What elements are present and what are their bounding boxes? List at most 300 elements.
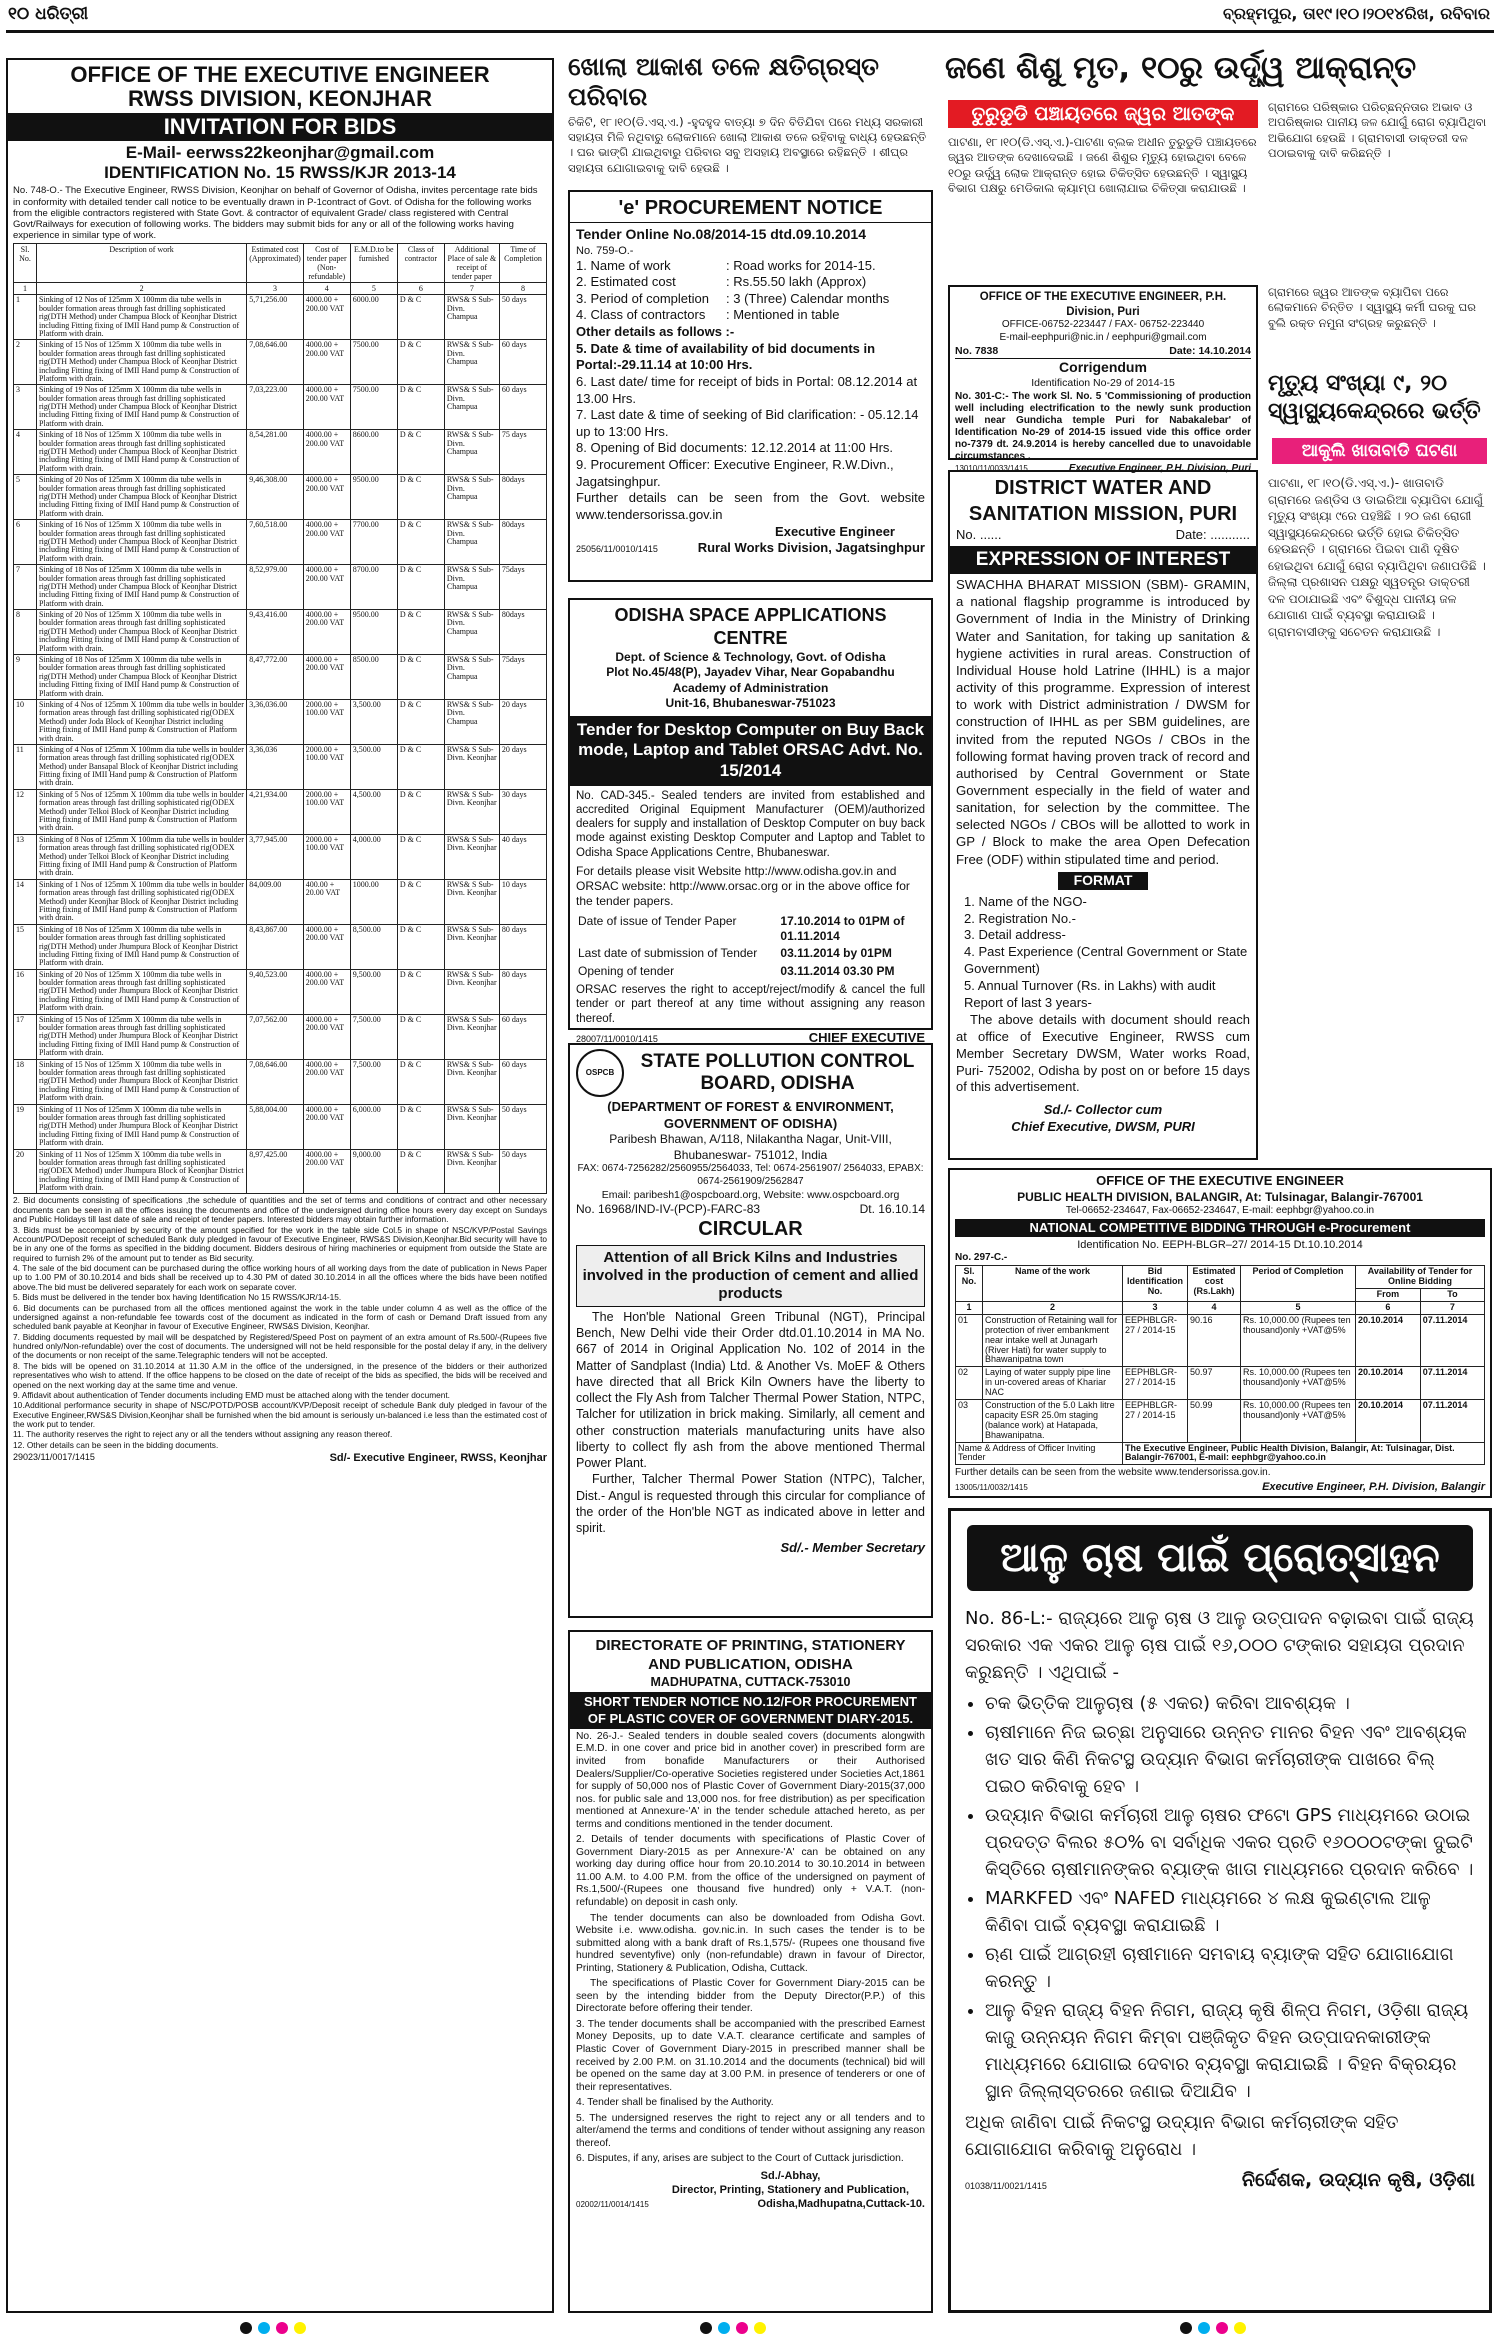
cell-time: 80 days <box>499 924 546 969</box>
table-row <box>14 565 547 610</box>
cell-cls: D & C <box>397 475 444 520</box>
spcb-addr: Paribesh Bhawan, A/118, Nilakantha Nagar, Unit-VIII, Bhubaneswar- 751012, India <box>609 1132 892 1162</box>
table-row <box>14 475 547 520</box>
eproc-item-value: : Mentioned in table <box>726 307 840 323</box>
col-desc: Description of work <box>37 244 247 283</box>
cell-est: 84,009.00 <box>247 879 304 924</box>
cell-place: RWS& S Sub-Divn. Keonjhar <box>444 1059 499 1104</box>
cell-est: 7,08,646.00 <box>247 340 304 385</box>
cell-cost: 4000.00 + 200.00 VAT <box>303 430 350 475</box>
osac-visit: For details please visit Website http://www.odisha.gov.in and ORSAC website: http://www.orsac.org or in the above office for the tender papers. <box>576 863 910 908</box>
reg-mark-magenta <box>1216 2322 1228 2334</box>
bl-col-period: Period of Completion <box>1241 1266 1356 1302</box>
cell-cost: 4000.00 + 200.00 VAT <box>303 340 350 385</box>
cell-est: 5,71,256.00 <box>247 295 304 340</box>
cell-desc: Sinking of 8 Nos of 125mm X 100mm dia tube wells in boulder formation areas through fast drilling sophisticated rig(ODEX Method) under Telkoi Block of Keonjhar District including Fitting fixing of IMII Hand pump & Construction of Platform with drain. <box>37 834 247 879</box>
balangir-footer <box>955 1480 1485 1494</box>
cell-cls: D & C <box>397 1014 444 1059</box>
odia-main-headline: ଜଣେ ଶିଶୁ ମୃତ, ୧୦ରୁ ଉର୍ଦ୍ଧ୍ୱ ଆକ୍ରାନ୍ତ <box>945 50 1417 86</box>
keonjhar-code: 29023/11/0017/1415 <box>13 1452 95 1463</box>
spcb-fax: FAX: 0674-7256282/2560955/2564033, Tel: 0674-2561907/ 2564033, EPABX: 0674-2561909/2562847 <box>577 1162 924 1187</box>
printing-n6: 6. Disputes, if any, arises are subject to the Court of Cuttack jurisdiction. <box>576 2153 904 2165</box>
note-item: 6. Bid documents can be purchased from all the offices mentioned against the work in the table under column 4 as well as the office of the undersigned against a non-refundable fee towards cost of the document as indicated in the form of cash or Demand Draft issued from any scheduled bank payable at Keonjhar in favour of Executive Engineer, RWS&S Division, Keonjhar. <box>13 1302 547 1332</box>
printing-n5: 5. The undersigned reserves the right to reject any or all tenders and to alter/amend the terms and conditions of tender without assigning any reason thereof. <box>576 2112 925 2149</box>
cell-desc: Sinking of 16 Nos of 125mm X 100mm dia tube wells in boulder formation areas through fast drilling sophisticated rig(DTH Method) under Champua Block of Keonjhar District including Fitting fixing of IMII Hand pump & Construction of Platform with drain. <box>37 520 247 565</box>
colnum: 6 <box>397 283 444 295</box>
cell-time: 10 days <box>499 879 546 924</box>
table-row <box>956 1314 1485 1366</box>
cell-cost: 4000.00 + 200.00 VAT <box>303 520 350 565</box>
keonjhar-identification: IDENTIFICATION No. 15 RWSS/KJR 2013-14 <box>104 163 456 183</box>
cell-desc: Sinking of 18 Nos of 125mm X 100mm dia tube wells in boulder formation areas through fast drilling sophisticated rig(DTH Method) under Champua Block of Keonjhar District including Fitting fixing of IMII Hand pump & Construction of Platform with drain. <box>37 655 247 700</box>
osac-l4: Unit-16, Bhubaneswar-751023 <box>665 696 836 711</box>
cell-time: 60 days <box>499 1059 546 1104</box>
osac-body-wrap <box>570 786 931 1050</box>
cell-place: RWS& S Sub-Divn. Keonjhar <box>444 1149 499 1194</box>
balangir-table-body <box>956 1314 1485 1442</box>
printing-footer <box>576 2197 925 2211</box>
cell-cls: D & C <box>397 879 444 924</box>
odia-news-flood-body: ଚିକିଟି, ୧୮।୧୦(ଡି.ଏସ୍.ଏ.) -ହୁଦହୁଦ ବାତ୍ୟା ୭ ଦିନ ବିତିଯିବା ପରେ ମଧ୍ୟ ସରକାରୀ ସହାୟତା ମିଳି ନଥିବାରୁ ଲୋକମାନେ ଖୋଲା ଆକାଶ ତଳେ ରହିବାକୁ ବାଧ୍ୟ ହେଉଛନ୍ତି । ଘର ଭାଙ୍ଗି ଯାଇଥିବାରୁ ପରିବାର ସବୁ ଅସହାୟ ଅବସ୍ଥାରେ ରହିଛନ୍ତି । ଶୀଘ୍ର ସହାୟତା ଯୋଗାଇବାକୁ ଦାବି ହେଉଛି । <box>568 115 927 175</box>
eproc-detail: 8. Opening of Bid documents: 12.12.2014 at 11:00 Hrs. <box>576 440 894 456</box>
keonjhar-works-table <box>13 243 547 1194</box>
phpuri-t2: OFFICE-06752-223447 / FAX- 06752-223440 <box>1001 319 1205 331</box>
eproc-item-value: : Rs.55.50 lakh (Approx) <box>726 274 867 290</box>
eproc-item-label: 2. Estimated cost <box>576 274 676 290</box>
cell-place: RWS& S Sub-Divn. Keonjhar <box>444 1104 499 1149</box>
keonjhar-intro: No. 748-O.- The Executive Engineer, RWSS Division, Keonjhar on behalf of Governor of Odisha, invites percentage rate bids in conformity with detailed tender call notice to be eventually drawn in P-1contract of Govt. of Odisha for the following works from the eligible contractors registered with State Govt. & contractor of equivalent Grade/ class registered with Central Govt/Railways for execution of following works. The bidders may submit bids for any or all of the following works having experience in similar type of work. <box>13 185 538 242</box>
cell-cls: D & C <box>397 340 444 385</box>
cell-emd: 8500.00 <box>350 655 397 700</box>
phpuri-code: 13010/11/0033/1415 <box>955 463 1028 473</box>
cell-emd: 4,500.00 <box>350 789 397 834</box>
printing-bar: SHORT TENDER NOTICE NO.12/FOR PROCUREMENT OF PLASTIC COVER OF GOVERNMENT DIARY-2015. <box>570 1692 931 1729</box>
cell-name: Laying of water supply pipe line in un-covered areas of Khariar NAC <box>983 1367 1123 1400</box>
cell-est: 7,60,518.00 <box>247 520 304 565</box>
cell-time: 80days <box>499 475 546 520</box>
cell-cls: D & C <box>397 969 444 1014</box>
table-row <box>14 295 547 340</box>
cell-est: 3,77,945.00 <box>247 834 304 879</box>
cell-cost: 2000.00 + 100.00 VAT <box>303 744 350 789</box>
table-row <box>14 1104 547 1149</box>
cell-emd: 3,500.00 <box>350 744 397 789</box>
cell-place: RWS& S Sub-Divn. Champua <box>444 610 499 655</box>
cell-desc: Sinking of 20 Nos of 125mm X 100mm dia tube wells in boulder formation areas through fast drilling sophisticated rig(DTH Method) under Champua Block of Keonjhar District including Fitting fixing of IMII Hand pump & Construction of Platform with drain. <box>37 475 247 520</box>
reg-mark-cyan <box>1198 2322 1210 2334</box>
cell-est: 3,36,036 <box>247 744 304 789</box>
col-emd: E.M.D.to be furnished <box>350 244 397 283</box>
cell-bid: EEPHBLGR-27 / 2014-15 <box>1123 1314 1188 1366</box>
cell-time: 80days <box>499 610 546 655</box>
col-time: Time of Completion <box>499 244 546 283</box>
colnum: 3 <box>247 283 304 295</box>
cell-cls: D & C <box>397 385 444 430</box>
cell-desc: Sinking of 12 Nos of 125mm X 100mm dia tube wells in boulder formation areas through fast drilling sophisticated rig(DTH Method) under Champua Block of Keonjhar District including Fitting fixing of IMII Hand pump & Construction of Platform with drain. <box>37 295 247 340</box>
cell-cost: 4000.00 + 200.00 VAT <box>303 1104 350 1149</box>
osac-d3-value: 03.11.2014 03.30 PM <box>780 963 895 978</box>
spcb-logo <box>576 1049 624 1097</box>
table-row <box>14 789 547 834</box>
cell-to: 07.11.2014 <box>1420 1314 1484 1366</box>
dwsm-format-item: 2. Registration No.- <box>964 910 1076 926</box>
balangir-t3: Tel-06652-234647, Fax-06652-234647, E-mail: eephbgr@yahoo.co.in <box>1065 1204 1375 1216</box>
cell-emd: 8,500.00 <box>350 924 397 969</box>
col-class: Class of contractor <box>397 244 444 283</box>
cell-sl: 3 <box>14 385 37 430</box>
cell-sl: 1 <box>14 295 37 340</box>
cell-name: Construction of Retaining wall for protection of river embankment near intake well at Junagarh (River Hati) for water supply to Bhawanipatna town <box>983 1314 1123 1366</box>
cell-time: 80days <box>499 520 546 565</box>
keonjhar-footer <box>13 1452 547 1464</box>
balangir-works-table <box>955 1265 1485 1465</box>
spcb-title: STATE POLLUTION CONTROL BOARD, ODISHA <box>640 1051 915 1094</box>
osac-sign: CHIEF EXECUTIVE <box>808 1029 925 1045</box>
balangir-bid-notice <box>948 1168 1492 1498</box>
cell-cost: 2000.00 + 100.00 VAT <box>303 699 350 744</box>
cell-place: RWS& S Sub-Divn. Champua <box>444 520 499 565</box>
cell-sl: 17 <box>14 1014 37 1059</box>
printing-p3: The tender documents can also be downloaded from Odisha Govt. Website i.e. www.odisha. gov.nic.in. In such cases the tender is to be submitted along with a bank draft of Rs.1,575/- (Rupees one thousand five hundred seventyfive) only (non-refundable) drawn in favour of Director, Printing, Stationery & Publication, Odisha, Cuttack. <box>576 1912 925 1974</box>
cell-to: 07.11.2014 <box>1420 1399 1484 1442</box>
colnum: 4 <box>1188 1301 1241 1314</box>
bl-col-cost: Estimated cost (Rs.Lakh) <box>1188 1266 1241 1302</box>
cell-cost: 4000.00 + 200.00 VAT <box>303 1059 350 1104</box>
eproc-footer <box>576 540 925 557</box>
cell-sl: 03 <box>956 1399 983 1442</box>
dwsm-bar: EXPRESSION OF INTEREST <box>950 546 1256 574</box>
cell-time: 40 days <box>499 834 546 879</box>
colnum: 2 <box>983 1301 1123 1314</box>
osac-body: No. CAD-345.- Sealed tenders are invited from established and accredited Original Equipment Manufacturer (OEM)/authorized dealers for supply and installation of Desktop Computer on buy back mode against existing Desktop Computer and Laptop and Tablet to Odisha Space Applications Centre, Bhubaneswar. <box>576 789 925 859</box>
colnum: 5 <box>350 283 397 295</box>
cell-time: 75 days <box>499 430 546 475</box>
reg-mark-yellow <box>294 2322 306 2334</box>
osac-d2-label: Last date of submission of Tender <box>578 946 758 961</box>
eproc-further: Further details can be seen from the Govt. website www.tendersorissa.gov.in <box>576 490 925 522</box>
cell-bid: EEPHBLGR-27 / 2014-15 <box>1123 1399 1188 1442</box>
osac-date-row <box>576 963 925 980</box>
cell-time: 20 days <box>499 699 546 744</box>
balangir-header <box>956 1266 1485 1289</box>
cell-period: Rs. 10,000.00 (Rupees ten thousand)only +VAT@5% <box>1241 1367 1356 1400</box>
dwsm-meta <box>956 527 1250 544</box>
page-header-right: ବ୍ରହ୍ମପୁର, ତା୧୯।୧୦।୨୦୧୪ରିଖ, ରବିବାର <box>1222 4 1490 23</box>
cell-est: 8,43,867.00 <box>247 924 304 969</box>
odia-right-body: ପାଟଣା, ୧୮।୧୦(ଡି.ଏସ୍.ଏ.)- ଖାତାବାଡି ଗ୍ରାମରେ ଜଣ୍ଡିସ ଓ ଡାଇରିଆ ବ୍ୟାପିବା ଯୋଗୁଁ ମୃତ୍ୟୁ ସଂଖ୍ୟା ୯ରେ ପହଞ୍ଚିଛି । ୨୦ ଜଣ ରୋଗୀ ସ୍ୱାସ୍ଥ୍ୟକେନ୍ଦ୍ରରେ ଭର୍ତ୍ତି ହୋଇ ଚିକିତ୍ସିତ ହେଉଛନ୍ତି । ଗ୍ରାମରେ ପିଇବା ପାଣି ଦୂଷିତ ହୋଇଥିବା ଯୋଗୁଁ ରୋଗ ବ୍ୟାପିଥିବା ଜଣାପଡିଛି । ଜିଲ୍ଲା ପ୍ରଶାସନ ପକ୍ଷରୁ ସ୍ୱତନ୍ତ୍ର ଡାକ୍ତରୀ ଦଳ ପଠାଯାଇଛି ଏବଂ ବିଶୁଦ୍ଧ ପାନୀୟ ଜଳ ଯୋଗାଣ ପାଇଁ ବ୍ୟବସ୍ଥା କରାଯାଉଛି । ଗ୍ରାମବାସୀଙ୍କୁ ସଚେତନ କରାଯାଉଛି । <box>1268 476 1486 639</box>
dwsm-items <box>956 894 1250 1012</box>
cell-place: RWS& S Sub-Divn. Keonjhar <box>444 834 499 879</box>
dwsm-t1: DISTRICT WATER AND <box>994 477 1212 499</box>
potato-point: • ଆଳୁ ବିହନ ରାଜ୍ୟ ବିହନ ନିଗମ, ରାଜ୍ୟ କୃଷି ଶିଳ୍ପ ନିଗମ, ଓଡ଼ିଶା ରାଜ୍ୟ କାଜୁ ଉନ୍ନୟନ ନିଗମ କିମ୍ବା ପଞ୍ଜିକୃତ ବିହନ ଉତ୍ପାଦନକାରୀଙ୍କ ମାଧ୍ୟମରେ ଯୋଗାଇ ଦେବାର ବ୍ୟବସ୍ଥା କରାଯାଇଛି । ବିହନ ବିକ୍ରୟର ସ୍ଥାନ ଜିଲ୍ଲାସ୍ତରରେ ଜଣାଇ ଦିଆଯିବ । <box>985 1997 1475 2105</box>
cell-cls: D & C <box>397 1059 444 1104</box>
table-row <box>14 969 547 1014</box>
bl-col-avail: Availability of Tender for Online Bidding <box>1356 1266 1485 1289</box>
table-row <box>14 385 547 430</box>
reg-mark-magenta <box>736 2322 748 2334</box>
odia-main-side: ଗ୍ରାମରେ ପରିଷ୍କାର ପରିଚ୍ଛନ୍ନତାର ଅଭାବ ଓ ଅପରିଷ୍କାର ପାନୀୟ ଜଳ ଯୋଗୁଁ ରୋଗ ବ୍ୟାପିଥିବା ଅଭିଯୋଗ ହେଉଛି । ଗ୍ରାମବାସୀ ଡାକ୍ତରୀ ଦଳ ପଠାଇବାକୁ ଦାବି କରିଛନ୍ତି । <box>1268 100 1487 160</box>
osac-d1-value: 17.10.2014 to 01PM of 01.11.2014 <box>780 913 905 943</box>
note-item: 11. The authority reserves the right to reject any or all the tenders without assigning any reason thereof. <box>13 1429 393 1440</box>
cell-sl: 02 <box>956 1367 983 1400</box>
dwsm-note: The above details with document should reach at office of Executive Engineer, RWSS cum Member Secretary DWSM, Water works Road, Puri- 752002, Odisha by post on or before 15 days of this advertisement. <box>956 1011 1250 1095</box>
phpuri-sign: Executive Engineer, P.H. Division, Puri <box>1068 462 1251 474</box>
cell-time: 60 days <box>499 1014 546 1059</box>
table-row <box>14 744 547 789</box>
printing-body <box>576 1731 925 2166</box>
col-sl: Sl. No. <box>14 244 37 283</box>
cell-time: 75days <box>499 655 546 700</box>
eproc-item-row <box>576 258 925 275</box>
cell-est: 8,97,425.00 <box>247 1149 304 1194</box>
potato-closing: ଅଧିକ ଜାଣିବା ପାଇଁ ନିକଟସ୍ଥ ଉଦ୍ୟାନ ବିଭାଗ କର୍ମଚାରୀଙ୍କ ସହିତ ଯୋଗାଯୋଗ କରିବାକୁ ଅନୁରୋଧ । <box>965 2112 1399 2160</box>
printing-directorate-notice <box>568 1630 933 2313</box>
cell-cost: 50.97 <box>1188 1367 1241 1400</box>
dwsm-format-item: 3. Detail address- <box>964 927 1066 943</box>
cell-sl: 18 <box>14 1059 37 1104</box>
balangir-sign: Executive Engineer, P.H. Division, Balangir <box>1262 1481 1485 1494</box>
eproc-detail: 7. Last date & time of seeking of Bid clarification: - 05.12.14 up to 13:00 Hrs. <box>576 407 919 439</box>
note-item: 4. The sale of the bid document can be purchased during the office working hours of all working days from the date of publication in News Paper up to 1.00 PM of 30.10.2014 and bids shall be received up to 4.30 PM of dated 30.10.2014 in all the offices where the bids have been notified above.The bid must be delivered separately for each work on separate cover. <box>13 1263 547 1292</box>
cell-sl: 16 <box>14 969 37 1014</box>
odia-news-flood <box>568 52 933 175</box>
balangir-inviting-label: Name & Address of Officer Inviting Tender <box>956 1442 1123 1465</box>
colnum: 6 <box>1356 1301 1421 1314</box>
cell-est: 8,52,979.00 <box>247 565 304 610</box>
osac-date-row <box>576 945 925 962</box>
osac-tender-notice <box>568 598 933 1045</box>
keonjhar-bid-notice <box>6 58 554 2313</box>
note-item: 9. Affidavit about authentication of Tender documents including EMD must be attached along with the tender document. <box>13 1389 450 1400</box>
table-row <box>956 1367 1485 1400</box>
cell-sl: 5 <box>14 475 37 520</box>
cell-cls: D & C <box>397 610 444 655</box>
potato-point: • MARKFED ଏବଂ NAFED ମାଧ୍ୟମରେ ୪ ଲକ୍ଷ କୁଇଣ୍ଟାଲ ଆଳୁ କିଣିବା ପାଇଁ ବ୍ୟବସ୍ଥା କରାଯାଇଛି । <box>985 1885 1475 1939</box>
page-header-left: ୧୦ ଧରିତ୍ରୀ <box>8 4 89 24</box>
osac-dates-table <box>576 913 925 980</box>
cell-emd: 8600.00 <box>350 430 397 475</box>
cell-est: 3,36,036.00 <box>247 699 304 744</box>
dwsm-format-item: 5. Annual Turnover (Rs. in Lakhs) with audit Report of last 3 years- <box>964 978 1216 1011</box>
cell-est: 9,46,308.00 <box>247 475 304 520</box>
cell-emd: 9500.00 <box>350 610 397 655</box>
balangir-no: No. 297-C.- <box>955 1252 1008 1264</box>
colnum: 7 <box>444 283 499 295</box>
cell-time: 75days <box>499 565 546 610</box>
cell-from: 20.10.2014 <box>1356 1367 1421 1400</box>
keonjhar-notes <box>13 1196 547 1450</box>
cell-cost: 2000.00 + 100.00 VAT <box>303 834 350 879</box>
reg-mark-cyan <box>718 2322 730 2334</box>
col-place: Additional Place of sale & receipt of tender paper <box>444 244 499 283</box>
cell-place: RWS& S Sub-Divn. Champua <box>444 655 499 700</box>
cell-sl: 10 <box>14 699 37 744</box>
spcb-ref-row <box>576 1202 925 1217</box>
cell-from: 20.10.2014 <box>1356 1399 1421 1442</box>
cell-place: RWS& S Sub-Divn. Champua <box>444 565 499 610</box>
balangir-colnums <box>956 1301 1485 1314</box>
cell-cls: D & C <box>397 1104 444 1149</box>
osac-reserve: ORSAC reserves the right to accept/reject/modify & cancel the full tender or part thereof at any time without assigning any reason thereof. <box>576 984 925 1025</box>
cell-sl: 12 <box>14 789 37 834</box>
potato-code: 01038/11/0021/1415 <box>965 2181 1047 2191</box>
printing-n3: 3. The tender documents shall be accompanied with the prescribed Earnest Money Deposits, up to date V.A.T. clearance certificate and samples of Plastic Cover of Government Diary-2015 in prescribed manner shall be received by 2.00 P.M. on 31.10.2014 and the documents (technical) bid will be opened on the same day at 3.00 P.M. in presence of tenderers or one of their representatives. <box>576 2018 925 2093</box>
cell-sl: 9 <box>14 655 37 700</box>
potato-footer <box>951 2163 1489 2197</box>
cell-emd: 7500.00 <box>350 385 397 430</box>
colnum: 7 <box>1420 1301 1484 1314</box>
cell-sl: 4 <box>14 430 37 475</box>
eproc-item-row <box>576 274 925 291</box>
phpuri-idl: Identification No-29 of 2014-15 <box>1031 377 1175 390</box>
spcb-logo-text: OSPCB <box>585 1067 615 1077</box>
odia-news-flood-headline: ଖୋଲା ଆକାଶ ତଳେ କ୍ଷତିଗ୍ରସ୍ତ ପରିବାର <box>568 52 879 111</box>
bl-col-bid: Bid Identification No. <box>1123 1266 1188 1302</box>
eproc-code: 25056/11/0010/1415 <box>576 544 658 555</box>
osac-code: 28007/11/0010/1415 <box>576 1033 658 1044</box>
osac-tender-bar: Tender for Desktop Computer on Buy Back mode, Laptop and Tablet ORSAC Advt. No. 15/2014 <box>570 716 931 786</box>
reg-mark-cyan <box>258 2322 270 2334</box>
cell-desc: Sinking of 18 Nos of 125mm X 100mm dia tube wells in boulder formation areas through fast drilling sophisticated rig(DTH Method) under Champua Block of Keonjhar District including Fitting fixing of IMII Hand pump & Construction of Platform with drain. <box>37 430 247 475</box>
note-item: 3. Bids must be accompanied by security of the amount specified for the work in the table side Col.5 in shape of NSC/KVP/Postal Savings Account/PO/Deposit receipt of scheduled Bank duly pledged in favour of Executive Engineer, RWS&S Division,Keonjhar.Bid security will have to be in any one of the forms as specified in the bidding document. Bidders desirous of hiring machineries or equipment from outside the State are required to furnish 2% of the amount put to tender as Bid security. <box>13 1224 547 1263</box>
table-row <box>14 1014 547 1059</box>
eproc-item-value: : Road works for 2014-15. <box>726 257 876 273</box>
cell-emd: 9,500.00 <box>350 969 397 1014</box>
dwsm-format: FORMAT <box>1058 872 1148 890</box>
eproc-item-row <box>576 291 925 308</box>
cell-emd: 7,500.00 <box>350 1059 397 1104</box>
phpuri-corr: Corrigendum <box>1059 359 1147 376</box>
cell-name: Construction of the 5.0 Lakh litre capacity ESR 25.0m staging (balance work) at Hatapada, Bhawanipatna. <box>983 1399 1123 1442</box>
colnum: 8 <box>499 283 546 295</box>
dwsm-t2: SANITATION MISSION, PURI <box>968 502 1238 525</box>
cell-desc: Sinking of 4 Nos of 125mm X 100mm dia tube wells in boulder formation areas through fast drilling sophisticated rig(ODEX Method) under Bansapal Block of Keonjhar District including Fitting fixing of IMII Hand pump & Construction of Platform with drain. <box>37 744 247 789</box>
phpuri-no: No. 7838 <box>955 345 999 358</box>
cell-desc: Sinking of 20 Nos of 125mm X 100mm dia tube wells in boulder formation areas through fast drilling sophisticated rig(DTH Method) under Jhumpura Block of Keonjhar District including Fitting fixing of IMII Hand pump & Construction of Platform with drain. <box>37 969 247 1014</box>
header-rule <box>6 30 1494 33</box>
col-cost: Cost of tender paper (Non-refundable) <box>303 244 350 283</box>
colnum: 1 <box>956 1301 983 1314</box>
cell-sl: 11 <box>14 744 37 789</box>
cell-cost: 90.16 <box>1188 1314 1241 1366</box>
colnum: 4 <box>303 283 350 295</box>
cell-sl: 6 <box>14 520 37 565</box>
cell-place: RWS& S Sub-Divn. Keonjhar <box>444 789 499 834</box>
cell-cls: D & C <box>397 924 444 969</box>
cell-time: 30 days <box>499 789 546 834</box>
cell-desc: Sinking of 11 Nos of 125mm X 100mm dia tube wells in boulder formation areas through fast drilling sophisticated rig(DTH Method) under Jhumpura Block of Keonjhar District including Fitting fixing of IMII Hand pump & Construction of Platform with drain. <box>37 1104 247 1149</box>
dwsm-date: Date: ........... <box>1175 527 1250 543</box>
e-procurement-notice <box>568 190 933 582</box>
cell-cost: 50.99 <box>1188 1399 1241 1442</box>
dwsm-format-item: 1. Name of the NGO- <box>964 893 1087 909</box>
cell-est: 9,43,416.00 <box>247 610 304 655</box>
cell-place: RWS& S Sub-Divn. Keonjhar <box>444 744 499 789</box>
bl-col-sl: Sl. No. <box>956 1266 983 1302</box>
cell-emd: 7700.00 <box>350 520 397 565</box>
cell-desc: Sinking of 18 Nos of 125mm X 100mm dia tube wells in boulder formation areas through fast drilling sophisticated rig(DTH Method) under Champua Block of Keonjhar District including Fitting fixing of IMII Hand pump & Construction of Platform with drain. <box>37 565 247 610</box>
table-row <box>14 430 547 475</box>
cell-desc: Sinking of 19 Nos of 125mm X 100mm dia tube wells in boulder formation areas through fast drilling sophisticated rig(DTH Method) under Champua Block of Keonjhar District including Fitting fixing of IMII Hand pump & Construction of Platform with drain. <box>37 385 247 430</box>
cell-cost: 4000.00 + 200.00 VAT <box>303 924 350 969</box>
balangir-t1: OFFICE OF THE EXECUTIVE ENGINEER <box>1096 1173 1344 1188</box>
col-est: Estimated cost (Approximated) <box>247 244 304 283</box>
printing-t2: AND PUBLICATION, ODISHA <box>648 1656 853 1674</box>
spcb-date: Dt. 16.10.14 <box>859 1202 925 1216</box>
cell-cls: D & C <box>397 834 444 879</box>
phpuri-meta <box>955 345 1251 359</box>
phpuri-t1: OFFICE OF THE EXECUTIVE ENGINEER, P.H. Division, Puri <box>979 291 1227 318</box>
keonjhar-email: E-Mail- eerwss22keonjhar@gmail.com <box>125 143 435 163</box>
cell-desc: Sinking of 15 Nos of 125mm X 100mm dia tube wells in boulder formation areas through fast drilling sophisticated rig(DTH Method) under Champua Block of Keonjhar District including Fitting fixing of IMII Hand pump & Construction of Platform with drain. <box>37 340 247 385</box>
potato-points <box>951 1690 1489 2105</box>
eproc-item-label: 1. Name of work <box>576 257 671 273</box>
cell-desc: Sinking of 18 Nos of 125mm X 100mm dia tube wells in boulder formation areas through fast drilling sophisticated rig(DTH Method) under Jhumpura Block of Keonjhar District including Fitting fixing of IMII Hand pump & Construction of Platform with drain. <box>37 924 247 969</box>
eproc-other: Other details as follows :- <box>576 324 735 340</box>
odia-right-pinkbar: ଆକୁଲି ଖାତାବାଡି ଘଟଣା <box>1272 438 1487 464</box>
eproc-item-label: 4. Class of contractors <box>576 307 706 323</box>
reg-mark-black <box>1180 2322 1192 2334</box>
printing-s2: Director, Printing, Stationery and Publication, <box>671 2184 910 2196</box>
osac-title: ODISHA SPACE APPLICATIONS CENTRE <box>614 605 887 649</box>
spcb-circular <box>568 1043 933 1618</box>
cell-cls: D & C <box>397 744 444 789</box>
cell-desc: Sinking of 15 Nos of 125mm X 100mm dia tube wells in boulder formation areas through fast drilling sophisticated rig(DTH Method) under Jhumpura Block of Keonjhar District including Fitting fixing of IMII Hand pump & Construction of Platform with drain. <box>37 1059 247 1104</box>
potato-promotion-ad <box>948 1508 1492 2313</box>
eproc-sig2: Rural Works Division, Jagatsinghpur <box>697 540 925 556</box>
eproc-item-row <box>576 307 925 324</box>
cell-est: 7,07,562.00 <box>247 1014 304 1059</box>
cell-emd: 9500.00 <box>350 475 397 520</box>
keonjhar-title-1: OFFICE OF THE EXECUTIVE ENGINEER <box>70 62 490 87</box>
cell-place: RWS& S Sub-Divn. Keonjhar <box>444 969 499 1014</box>
balangir-code: 13005/11/0032/1415 <box>955 1483 1028 1493</box>
table-row <box>14 655 547 700</box>
table-row <box>14 1149 547 1194</box>
printing-s3: Odisha,Madhupatna,Cuttack-10. <box>757 2198 925 2211</box>
dwsm-no: No. ...... <box>956 527 1002 543</box>
cell-desc: Sinking of 15 Nos of 125mm X 100mm dia tube wells in boulder formation areas through fast drilling sophisticated rig(DTH Method) under Jhumpura Block of Keonjhar District including Fitting fixing of IMII Hand pump & Construction of Platform with drain. <box>37 1014 247 1059</box>
cell-emd: 4,000.00 <box>350 834 397 879</box>
spcb-body2: Further, Talcher Thermal Power Station (NTPC), Talcher, Dist.- Angul is requested through this circular for compliance of the order of the Hon'ble NGT as indicated above in letter and spirit. <box>576 1472 925 1536</box>
cell-desc: Sinking of 11 Nos of 125mm X 100mm dia tube wells in boulder formation areas through fast drilling sophisticated rig(ODEX Method) under Jhumpura Block of Keonjhar District including Fitting fixing of IMII Hand pump & Construction of Platform with drain. <box>37 1149 247 1194</box>
cell-cls: D & C <box>397 1149 444 1194</box>
cell-sl: 13 <box>14 834 37 879</box>
eproc-tender-line: Tender Online No.08/2014-15 dtd.09.10.2014 <box>576 225 866 242</box>
cell-time: 20 days <box>499 744 546 789</box>
dwsm-body: SWACHHA BHARAT MISSION (SBM)- GRAMIN, a national flagship programme is introduced by Government of India in the Ministry of Drinking Water and Sanitation, for taking up sanitation & hygiene activities in rural areas. Construction of Individual House hold Latrine (IHHL) is a major activity of this programme. Expression of interest to work with District administration / DWSM for construction of IHHL as per SBM guidelines, are invited from the reputed NGOs / CBOs in the following format having proven track of record and authorised by Central Government or State Government especially in the field of water and sanitation, for selection by the committee. The selected NGOs / CBOs will be allotted to work in GP / Block to make the area Open Defecation Free (ODF) within stipulated time and period. <box>956 577 1250 867</box>
reg-mark-black <box>700 2322 712 2334</box>
colnum: 2 <box>37 283 247 295</box>
cell-est: 4,21,934.00 <box>247 789 304 834</box>
cell-cls: D & C <box>397 295 444 340</box>
keonjhar-table-header <box>14 244 547 283</box>
printing-p1: No. 26-J.- Sealed tenders in double sealed covers (documents alongwith E.M.D. in one cover and price bid in another cover) in prescribed form are invited from bonafide Manufacturers or their Authorised Dealers/Supplier/Co-operative Societies registered under Societies Act,1861 for supply of 50,000 nos of Plastic Cover of Government Diary-2015(37,000 nos. for public sale and 13,000 nos. for free distribution) as per specification mentioned at Annexure-'A' in the tender schedule attached hereto, as per terms and conditions mentioned in the tender document. <box>576 1730 925 1830</box>
potato-point: • ଋଣ ପାଇଁ ଆଗ୍ରହୀ ଚାଷୀମାନେ ସମବାୟ ବ୍ୟାଙ୍କ ସହିତ ଯୋଗାଯୋଗ କରନ୍ତୁ । <box>985 1941 1475 1995</box>
cell-est: 8,47,772.00 <box>247 655 304 700</box>
cell-cls: D & C <box>397 655 444 700</box>
osac-head <box>570 600 931 716</box>
printing-t1: DIRECTORATE OF PRINTING, STATIONERY <box>595 1637 906 1654</box>
table-row <box>956 1399 1485 1442</box>
keonjhar-title-2: RWSS DIVISION, KEONJHAR <box>128 86 432 112</box>
cell-desc: Sinking of 1 Nos of 125mm X 100mm dia tube wells in boulder formation areas through fast drilling sophisticated rig(ODEX Method) under Keonjhar Block of Keonjhar District including Fitting fixing of IMII Hand pump & Construction of Platform with drain. <box>37 879 247 924</box>
balangir-t2: PUBLIC HEALTH DIVISION, BALANGIR, At: Tulsinagar, Balangir-767001 <box>1017 1189 1423 1204</box>
reg-mark-yellow <box>754 2322 766 2334</box>
note-item: 10.Additional performance security in shape of NSC/POTD/POSB account/KVP/Deposit receipt of schedule Bank duly pledged in favour of the Executive Engineer,RWS&S Division,Keonjhar shall be furnished when the bid amount is seriously un-balanced i.e less than the estimated cost of the work put to tender. <box>13 1400 547 1430</box>
note-item: 7. Bidding documents requested by mail will be despatched by Registered/Speed Post on payment of an extra amount of Rs.500/-(Rupees five hundred only/Non-refundable) over the cost of documents. The undersigned will not be held responsible for the postal delay if any, in the delivery of the documents or non receipt of the same.Telegraphic tenders will not be accepted. <box>13 1331 547 1361</box>
cell-emd: 6,000.00 <box>350 1104 397 1149</box>
